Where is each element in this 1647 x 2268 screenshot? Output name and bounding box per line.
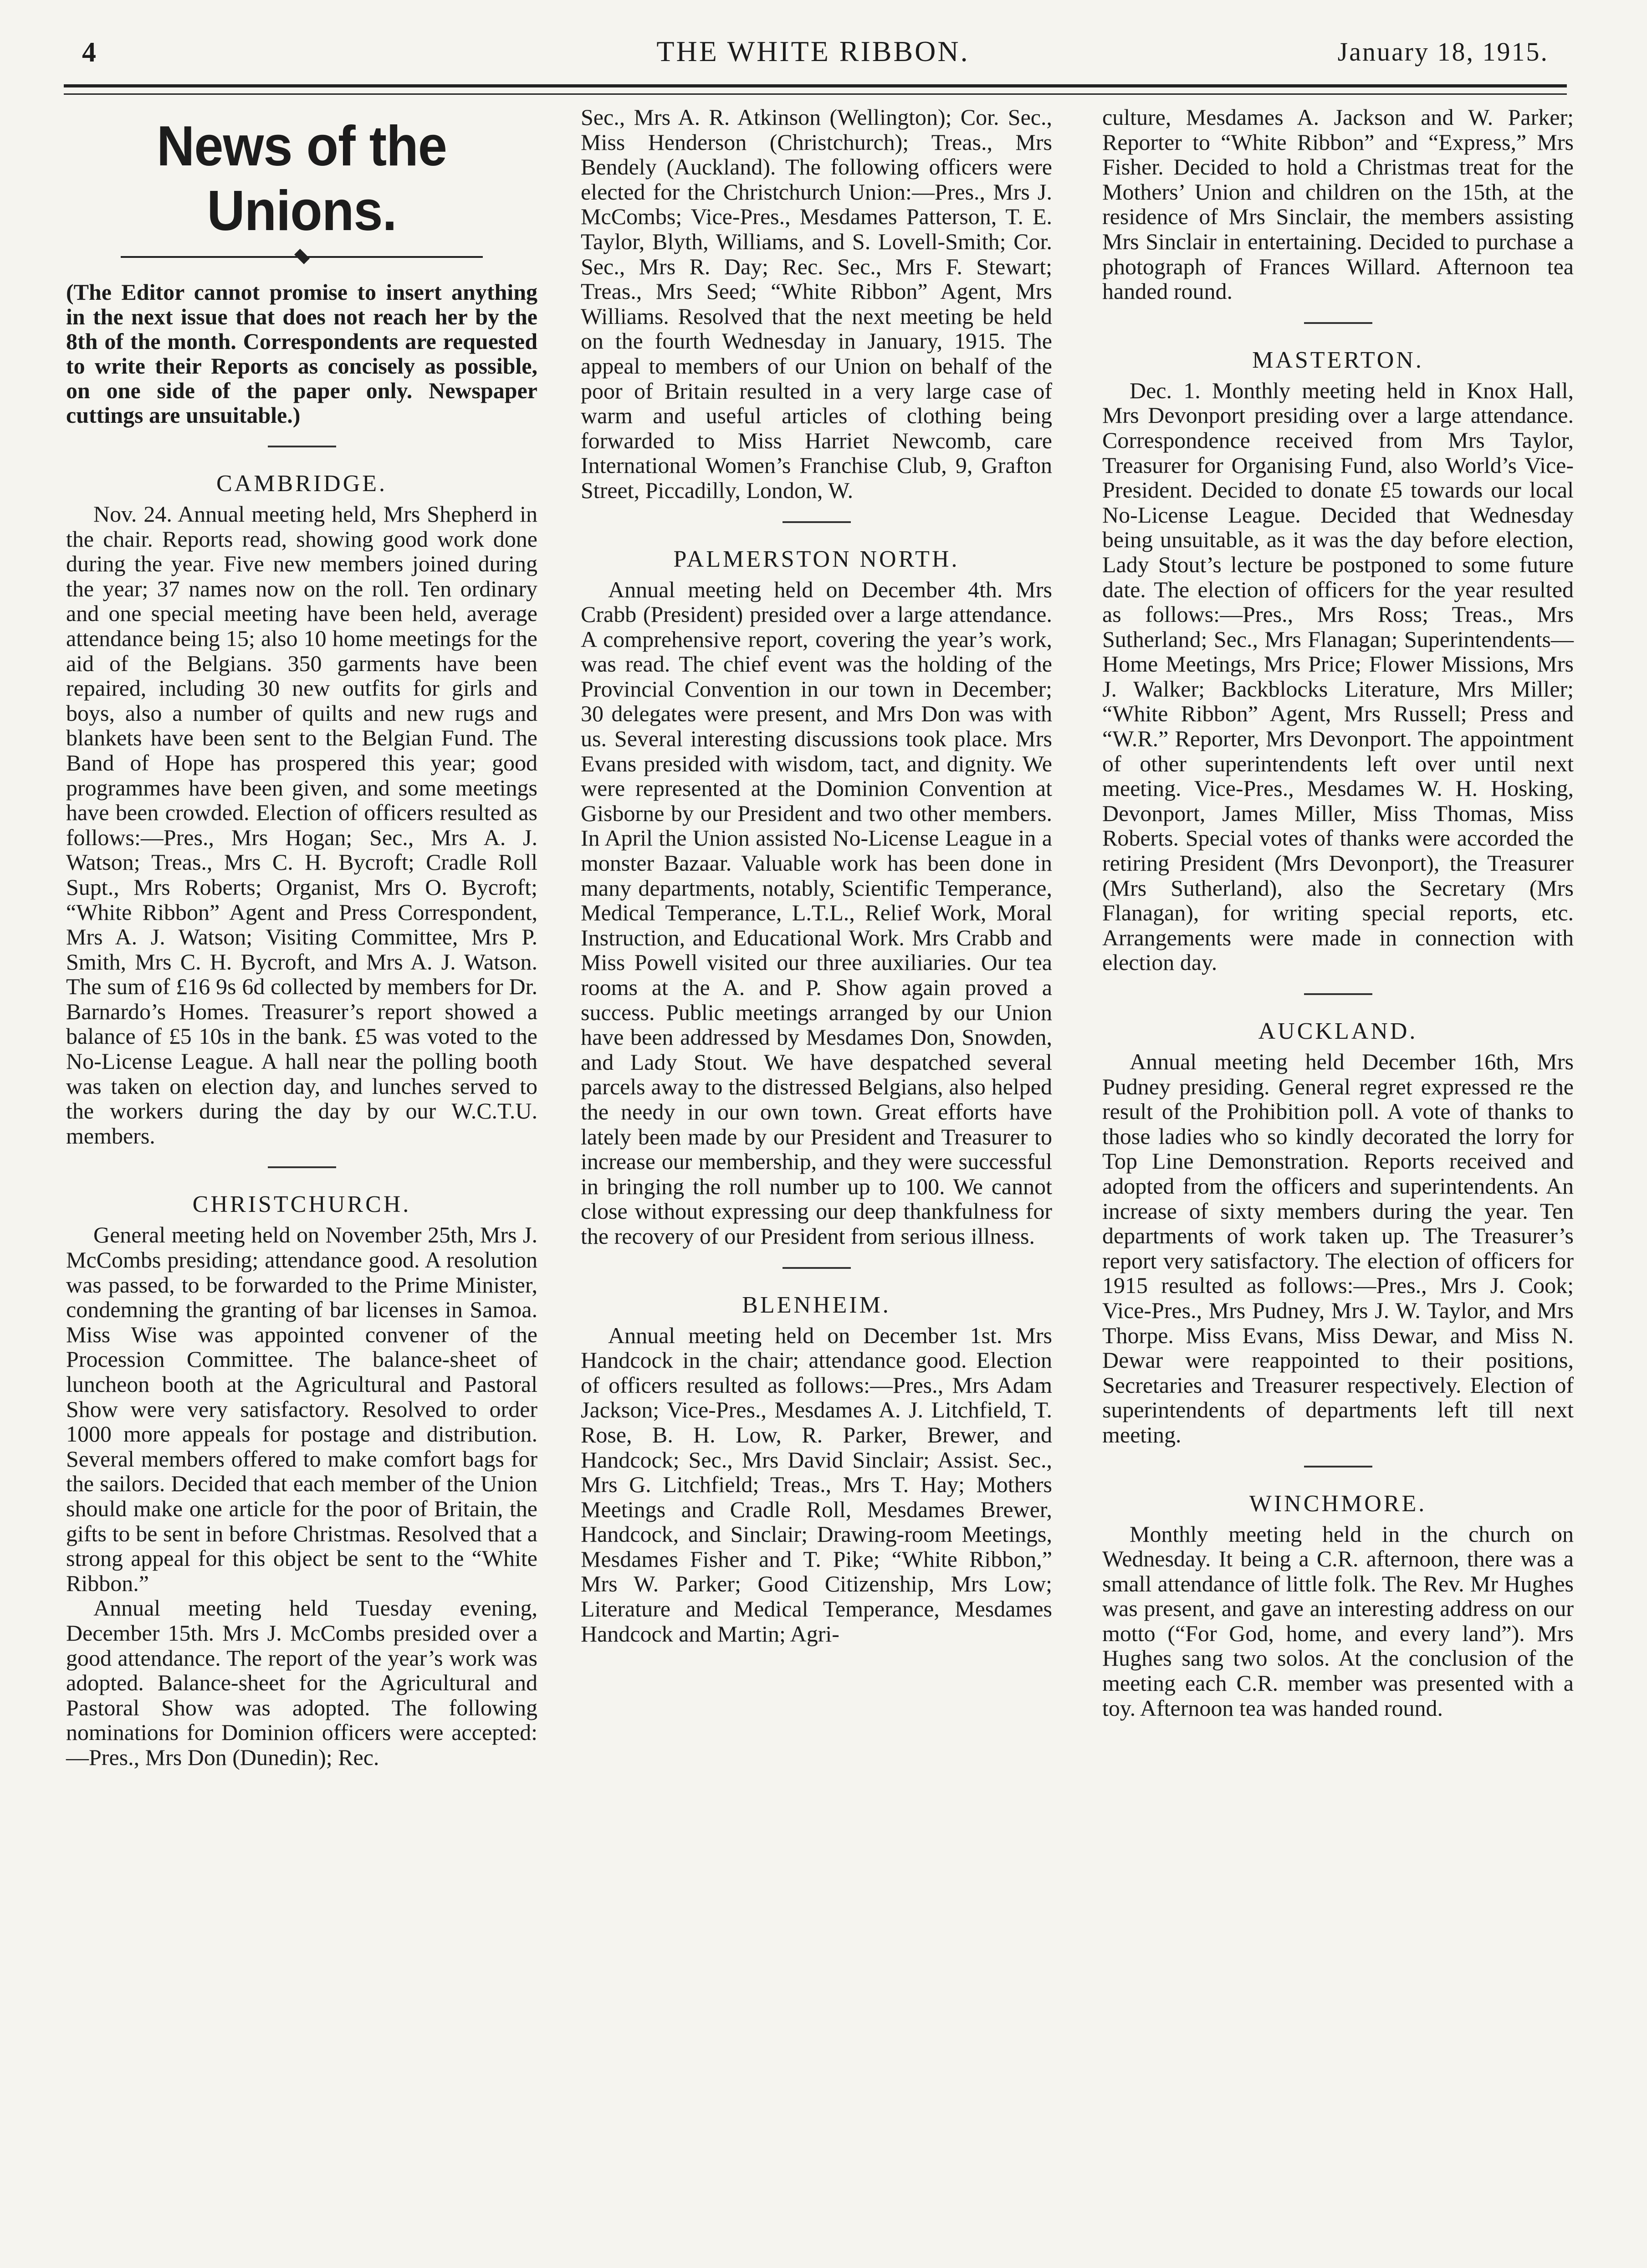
page-number: 4 [82, 37, 96, 68]
report-heading-christchurch: CHRISTCHURCH. [192, 1191, 411, 1218]
issue-date: January 18, 1915. [1337, 37, 1549, 67]
divider [268, 1166, 336, 1168]
report-text-masterton: Dec. 1. Monthly meeting held in Knox Hall, Mrs Devonport presiding over a large attendance. Correspondence received from Mrs Taylor, Treasurer for Organising Fund, also World’s Vice-President. Decided to donate £5 towards our local No-License League. Decided that Wednesday being unsuitable, as it was the day before election, Lady Stout’s lecture be postponed to some future date. The election of officers for the year resulted as follows:—Pres., Mrs Ross; Treas., Mrs Sutherland; Sec., Mrs Flanagan; Superintendents—Home Meetings, Mrs Price; Flower Missions, Mrs J. Walker; Backblocks Literature, Mrs Miller; “White Ribbon” Agent, Mrs Russell; Press and “W.R.” Reporter, Mrs Devonport. The appointment of other superintendents left over until next meeting. Vice-Pres., Mesdames W. H. Hosking, Devonport, James Miller, Miss Thomas, Miss Roberts. Special votes of thanks were accorded the retiring President (Mrs Devonport), the Treasurer (Mrs Sutherland), also the Secretary (Mrs Flanagan), for writing special reports, etc. Arrangements were made in connection with election day. [1102, 377, 1574, 975]
report-text-cambridge: Nov. 24. Annual meeting held, Mrs Shepherd in the chair. Reports read, showing good work done during the year. Five new members joined during the year; 37 names now on the roll. Ten ordinary and one special meeting have been held, average attendance being 15; also 10 home meetings for the aid of the Belgians. 350 garments have been repaired, including 30 new outfits for girls and boys, also a number of quilts and new rugs and blankets have been sent to the Belgian Fund. The Band of Hope has prospered this year; good programmes have been given, and some meetings have been crowded. Election of officers resulted as follows:—Pres., Mrs Hogan; Sec., Mrs A. J. Watson; Treas., Mrs C. H. Bycroft; Cradle Roll Supt., Mrs Roberts; Organist, Mrs O. Bycroft; “White Ribbon” Agent and Press Correspondent, Mrs A. J. Watson; Visiting Committee, Mrs P. Smith, Mrs C. H. Bycroft, and Mrs A. J. Watson. The sum of £16 9s 6d collected by members for Dr. Barnardo’s Homes. Treasurer’s report showed a balance of £5 10s in the bank. £5 was voted to the No-License League. A hall near the polling booth was taken on election day, and lunches served to the workers during the day by our W.C.T.U. members. [66, 501, 537, 1149]
page-header [68, 27, 1558, 77]
report-text-winchmore: Monthly meeting held in the church on Wednesday. It being a C.R. afternoon, there was a small attendance of little folk. The Rev. Mr Hughes was present, and gave an interesting address on our motto (“For God, home, and every land”). Mrs Hughes sang two solos. At the conclusion of the meeting each C.R. member was presented with a toy. Afternoon tea was handed round. [1102, 1521, 1574, 1721]
divider [268, 446, 336, 447]
column-3 [1102, 105, 1574, 1720]
header-rule-thin [64, 93, 1567, 95]
report-heading-masterton: MASTERTON. [1252, 347, 1424, 373]
divider [1304, 993, 1372, 995]
column-1 [66, 105, 537, 1770]
report-heading-winchmore: WINCHMORE. [1249, 1490, 1427, 1517]
report-text-auckland: Annual meeting held December 16th, Mrs Pudney presiding. General regret expressed re the result of the Prohibition poll. A vote of thanks to those ladies who so kindly decorated the lorry for Top Line Demonstration. Reports received and adopted from the officers and superintendents. An increase of sixty members during the year. Ten departments of work taken up. The Treasurer’s report very satisfactory. The election of officers for 1915 resulted as follows:—Pres., Mrs J. Cook; Vice-Pres., Mrs Pudney, Mrs J. W. Taylor, and Mrs Thorpe. Miss Evans, Miss Dewar, and Miss N. Dewar were reappointed to their positions, Secretaries and Treasurer respectively. Election of superintendents of departments left till next meeting. [1102, 1049, 1574, 1447]
divider [1304, 322, 1372, 324]
report-heading-cambridge: CAMBRIDGE. [216, 471, 388, 497]
report-heading-palmerston-north: PALMERSTON NORTH. [673, 546, 960, 572]
report-text-christchurch-3: Sec., Mrs A. R. Atkinson (Wellington); Cor. Sec., Miss Henderson (Christchurch); Treas., Mrs Bendely (Auckland). The following officers were elected for the Christchurch Union:—Pres., Mrs J. McCombs; Vice-Pres., Mesdames Patterson, T. E. Taylor, Blyth, Williams, and S. Lovell-Smith; Cor. Sec., Mrs R. Day; Rec. Sec., Mrs F. Stewart; Treas., Mrs Seed; “White Ribbon” Agent, Mrs Williams. Resolved that the next meeting be held on the fourth Wednesday in January, 1915. The appeal to members of our Union on behalf of the poor of Britain resulted in a very large case of warm and useful articles of clothing being forwarded to Miss Harriet Newcomb, care International Women’s Franchise Club, 9, Grafton Street, Piccadilly, London, W. [581, 104, 1052, 503]
divider [783, 1267, 851, 1269]
report-text-christchurch-2: Annual meeting held Tuesday evening, December 15th. Mrs J. McCombs presided over a good attendance. The report of the year’s work was adopted. Balance-sheet for the Agricultural and Pastoral Show was adopted. The following nominations for Dominion officers were accepted:—Pres., Mrs Don (Dunedin); Rec. [66, 1595, 537, 1770]
ornamental-divider [66, 248, 537, 266]
report-text-palmerston-north: Annual meeting held on December 4th. Mrs Crabb (President) presided over a large attendance. A comprehensive report, covering the year’s work, was read. The chief event was the holding of the Provincial Convention in our town in December; 30 delegates were present, and Mrs Don was with us. Several interesting discussions took place. Mrs Evans presided with wisdom, tact, and dignity. We were represented at the Dominion Convention at Gisborne by our President and two other members. In April the Union assisted No-License League in a monster Bazaar. Valuable work has been done in many departments, notably, Scientific Temperance, Medical Temperance, L.T.L., Relief Work, Moral Instruction, and Educational Work. Mrs Crabb and Miss Powell visited our three auxiliaries. Our tea rooms at the A. and P. Show again proved a success. Public meetings arranged by our Union have been addressed by Mesdames Don, Snowden, and Lady Stout. We have despatched several parcels away to the distressed Belgians, also helped the needy in our own town. Great efforts have lately been made by our President and Treasurer to increase our membership, and they were successful in bringing the roll number up to 100. We cannot close without expressing our deep thankfulness for the recovery of our President from serious illness. [581, 576, 1052, 1249]
report-text-christchurch-1: General meeting held on November 25th, Mrs J. McCombs presiding; attendance good. A resolution was passed, to be forwarded to the Prime Minister, condemning the granting of bar licenses in Samoa. Miss Wise was appointed convener of the Procession Committee. The balance-sheet of luncheon booth at the Agricultural and Pastoral Show were very satisfactory. Resolved to order 1000 more appeals for postage and distribution. Several members offered to make comfort bags for the sailors. Decided that each member of the Union should make one article for the poor of Britain, the gifts to be sent in before Christmas. Resolved that a strong appeal for this object be sent to the “White Ribbon.” [66, 1222, 537, 1596]
publication-title: THE WHITE RIBBON. [656, 35, 970, 67]
editor-notice: (The Editor cannot promise to insert anything in the next issue that does not reach her by the 8th of the month. Correspondents are requested to write their Reports as concisely as possible, on one side of the paper only. Newspaper cuttings are unsuitable.) [66, 279, 537, 428]
column-2 [581, 105, 1052, 1646]
report-heading-auckland: AUCKLAND. [1258, 1018, 1418, 1044]
divider [783, 521, 851, 523]
report-heading-blenheim: BLENHEIM. [742, 1292, 891, 1318]
report-text-blenheim-1: Annual meeting held on December 1st. Mrs Handcock in the chair; attendance good. Election of officers resulted as follows:—Pres., Mrs Adam Jackson; Vice-Pres., Mesdames A. J. Litchfield, T. Rose, B. H. Low, R. Parker, Brewer, and Handcock; Sec., Mrs David Sinclair; Assist. Sec., Mrs G. Litchfield; Treas., Mrs T. Hay; Mothers Meetings and Cradle Roll, Mesdames Brewer, Handcock, and Sinclair; Drawing-room Meetings, Mesdames Fisher and T. Pike; “White Ribbon,” Mrs W. Parker; Good Citizenship, Mrs Low; Literature and Medical Temperance, Mesdames Handcock and Martin; Agri- [581, 1322, 1052, 1647]
section-title: News of the Unions. [157, 115, 447, 242]
divider [1304, 1466, 1372, 1468]
report-text-blenheim-2: culture, Mesdames A. Jackson and W. Parker; Reporter to “White Ribbon” and “Express,” Mrs Fisher. Decided to hold a Christmas treat for the Mothers’ Union and children on the 15th, at the residence of Mrs Sinclair, the members assisting Mrs Sinclair in entertaining. Decided to purchase a photograph of Frances Willard. Afternoon tea handed round. [1102, 104, 1574, 304]
header-rule-thick [64, 84, 1567, 87]
